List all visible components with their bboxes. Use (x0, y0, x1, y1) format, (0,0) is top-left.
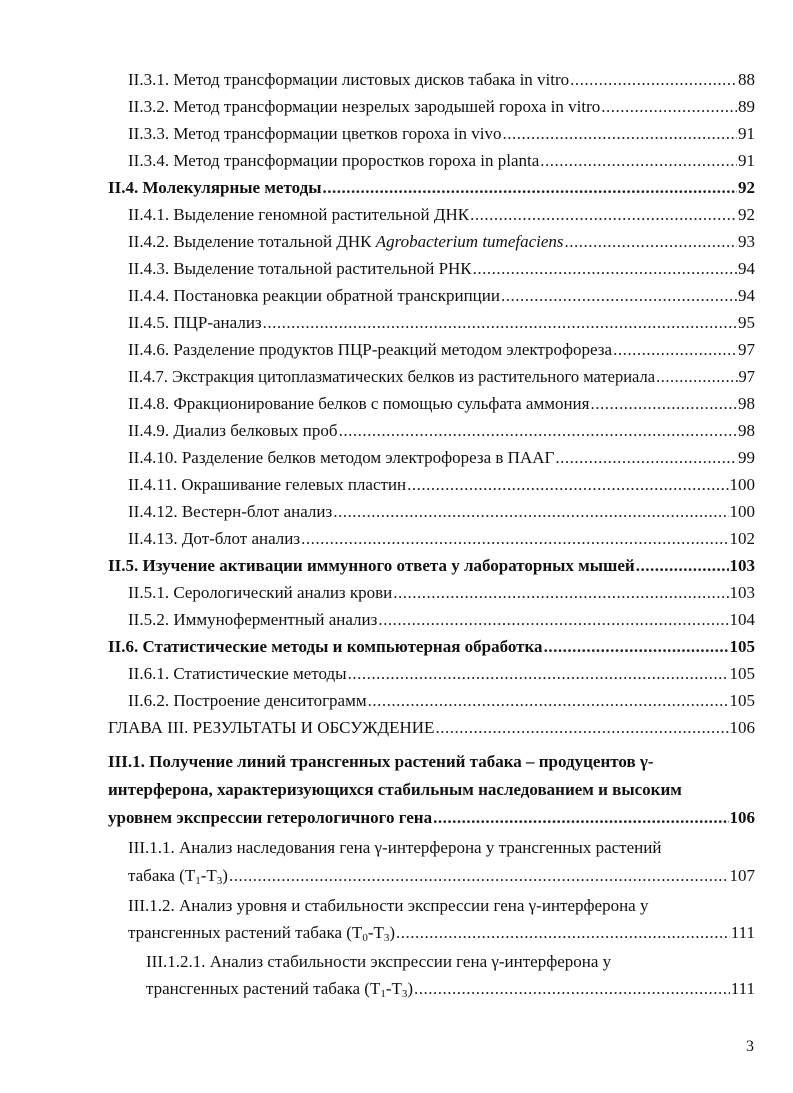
toc-entry-page: 103 (729, 556, 755, 575)
toc-entry-line: III.1.2.1. Анализ стабильности экспрессии гена γ-интерферона у (146, 952, 612, 971)
toc-leader-dots (502, 124, 737, 144)
toc-entry (128, 923, 755, 943)
toc-section (108, 637, 755, 657)
toc-entry (146, 979, 755, 999)
toc-leader-dots (570, 70, 737, 90)
toc-entry-title: II.4.8. Фракционирование белков с помощью сульфата аммония (128, 394, 590, 413)
toc-entry-page: 95 (738, 313, 755, 332)
toc-leader-dots (322, 178, 737, 198)
toc-entry (128, 421, 755, 441)
subscript: 1 (195, 875, 201, 887)
toc-chapter (108, 718, 755, 738)
toc-entry (128, 97, 755, 117)
toc-entry-title-text: II.4.2. Выделение тотальной ДНК (128, 232, 376, 251)
toc-entry-title-text: трансгенных растений табака (T (146, 979, 381, 998)
toc-entry-title (128, 923, 395, 943)
toc-entry (128, 340, 755, 360)
toc-entry-line: III.1.1. Анализ наследования гена γ-интерферона у трансгенных растений (128, 838, 662, 857)
toc-leader-dots (601, 97, 737, 117)
toc-entry-title (128, 232, 564, 252)
toc-entry-page: 94 (738, 286, 755, 305)
toc-entry-title: II.4.10. Разделение белков методом электрофореза в ПААГ (128, 448, 555, 467)
toc-entry (128, 232, 755, 252)
toc-leader-dots (540, 151, 737, 171)
toc-entry (128, 124, 755, 144)
toc-entry-page: 97 (738, 340, 755, 359)
toc-section-line: III.1. Получение линий трансгенных растений табака – продуцентов γ- (108, 752, 654, 771)
toc-leader-dots (433, 808, 728, 828)
toc-entry-page: 93 (738, 232, 755, 251)
toc-entry (128, 313, 755, 333)
toc-section (108, 808, 755, 828)
toc-entry-title: II.4.5. ПЦР-анализ (128, 313, 262, 332)
toc-entry-page: 94 (738, 259, 755, 278)
toc-entry (128, 583, 755, 603)
toc-entry-title-text: ) (389, 923, 396, 942)
toc-section-line: интерферона, характеризующихся стабильным наследованием и высоким (108, 780, 682, 799)
toc-leader-dots (407, 475, 728, 495)
toc-entry-title (128, 866, 228, 886)
toc-leader-dots (301, 529, 728, 549)
toc-entry-page: 105 (729, 664, 755, 683)
toc-entry (128, 259, 755, 279)
toc-leader-dots (613, 340, 737, 360)
toc-entry-page: 100 (729, 475, 755, 494)
toc-entry-title: II.4.9. Диализ белковых проб (128, 421, 338, 440)
toc-entry (128, 529, 755, 549)
toc-entry (128, 502, 755, 522)
subscript: 1 (380, 988, 386, 1000)
toc-entry-title-text: ) (222, 866, 228, 885)
toc-entry-title: II.5.1. Серологический анализ крови (128, 583, 393, 602)
toc-entry-title-text: -T (367, 923, 384, 942)
toc-leader-dots (263, 313, 737, 333)
toc-entry (128, 610, 755, 630)
toc-entry (128, 448, 755, 468)
toc-entry-page: 98 (738, 394, 755, 413)
toc-entry-title: II.4.13. Дот-блот анализ (128, 529, 301, 548)
toc-entry-title: II.3.4. Метод трансформации проростков гороха in planta (128, 151, 540, 170)
toc-entry-title: II.3.1. Метод трансформации листовых дисков табака in vitro (128, 70, 570, 89)
toc-section (108, 178, 755, 198)
toc-entry-page: 88 (738, 70, 755, 89)
toc-entry-page: 107 (729, 866, 755, 885)
subscript: 3 (216, 875, 223, 887)
toc-entry-page: 104 (729, 610, 755, 629)
toc-entry-title: II.4.11. Окрашивание гелевых пластин (128, 475, 407, 494)
toc-leader-dots (656, 367, 737, 387)
toc-entry-title-text: -T (385, 979, 402, 998)
toc-leader-dots (414, 979, 730, 999)
toc-entry-title: II.4.4. Постановка реакции обратной транскрипции (128, 286, 500, 305)
toc-entry (128, 475, 755, 495)
toc-entry-page: 97 (738, 367, 755, 386)
toc-leader-dots (636, 556, 729, 576)
toc-entry-page: 100 (729, 502, 755, 521)
toc-entry (128, 367, 755, 387)
toc-entry-line: III.1.2. Анализ уровня и стабильности экспрессии гена γ-интерферона у (128, 896, 649, 915)
toc-entry-page: 105 (729, 637, 755, 656)
toc-leader-dots (590, 394, 737, 414)
toc-entry-page: 111 (730, 923, 755, 942)
subscript: 3 (401, 988, 408, 1000)
toc-entry-page: 89 (738, 97, 755, 116)
toc-entry (128, 691, 755, 711)
subscript: 3 (383, 932, 390, 944)
toc-leader-dots (544, 637, 729, 657)
toc-entry-page: 106 (729, 718, 755, 737)
toc-section (108, 556, 755, 576)
toc-entry-page: 92 (738, 205, 755, 224)
toc-entry-title: II.4. Молекулярные методы (108, 178, 322, 197)
toc-leader-dots (501, 286, 737, 306)
toc-entry-title: II.4.3. Выделение тотальной растительной РНК (128, 259, 472, 278)
toc-entry-page: 105 (729, 691, 755, 710)
toc-leader-dots (555, 448, 737, 468)
toc-entry-title: II.6.1. Статистические методы (128, 664, 347, 683)
toc-entry-page: 91 (738, 124, 755, 143)
toc-entry-title: II.6. Статистические методы и компьютерная обработка (108, 637, 543, 656)
toc-leader-dots (435, 718, 728, 738)
toc-leader-dots (470, 205, 737, 225)
toc-entry (128, 151, 755, 171)
toc-entry-page: 98 (738, 421, 755, 440)
toc-entry-page: 103 (729, 583, 755, 602)
toc-entry-title-italic: Agrobacterium tumefaciens (375, 232, 564, 251)
toc-leader-dots (473, 259, 737, 279)
toc-entry-title: II.6.2. Построение денситограмм (128, 691, 367, 710)
toc-entry-title: II.4.1. Выделение геномной растительной ДНК (128, 205, 470, 224)
toc-entry (128, 394, 755, 414)
toc-entry-page: 102 (729, 529, 755, 548)
toc-leader-dots (396, 923, 730, 943)
toc-entry-title: II.3.2. Метод трансформации незрелых зародышей гороха in vitro (128, 97, 601, 116)
toc-entry (128, 205, 755, 225)
toc-entry (128, 70, 755, 90)
toc-entry-page: 99 (738, 448, 755, 467)
toc-entry-title-text: -T (200, 866, 217, 885)
toc-entry (128, 286, 755, 306)
toc-entry-title: II.5. Изучение активации иммунного ответа у лабораторных мышей (108, 556, 635, 575)
toc-leader-dots (229, 866, 729, 886)
toc-entry-title: ГЛАВА III. РЕЗУЛЬТАТЫ И ОБСУЖДЕНИЕ (108, 718, 435, 737)
toc-entry-page: 92 (738, 178, 755, 197)
toc-entry-title-text: ) (407, 979, 414, 998)
toc-entry-title: II.4.12. Вестерн-блот анализ (128, 502, 333, 521)
toc-leader-dots (565, 232, 737, 252)
toc-leader-dots (393, 583, 728, 603)
toc-entry-page: 91 (738, 151, 755, 170)
toc-entry-title-text: табака (T (128, 866, 196, 885)
toc-leader-dots (339, 421, 737, 441)
toc-leader-dots (348, 664, 729, 684)
toc-entry-title: II.3.3. Метод трансформации цветков гороха in vivo (128, 124, 502, 143)
toc-leader-dots (378, 610, 728, 630)
page-number: 3 (746, 1038, 754, 1055)
subscript: 0 (362, 932, 368, 944)
toc-entry-title (146, 979, 413, 999)
toc-entry-title: II.5.2. Иммуноферментный анализ (128, 610, 378, 629)
toc-entry-title: II.4.7. Экстракция цитоплазматических белков из растительного материала (128, 367, 656, 386)
toc-entry-title: уровнем экспрессии гетерологичного гена (108, 808, 433, 827)
toc-entry-title: II.4.6. Разделение продуктов ПЦР-реакций методом электрофореза (128, 340, 613, 359)
toc-entry (128, 866, 755, 886)
toc-entry-title-text: трансгенных растений табака (T (128, 923, 363, 942)
toc-entry-page: 106 (729, 808, 755, 827)
toc-leader-dots (333, 502, 728, 522)
toc-leader-dots (368, 691, 729, 711)
toc-entry-page: 111 (730, 979, 755, 998)
toc-entry (128, 664, 755, 684)
